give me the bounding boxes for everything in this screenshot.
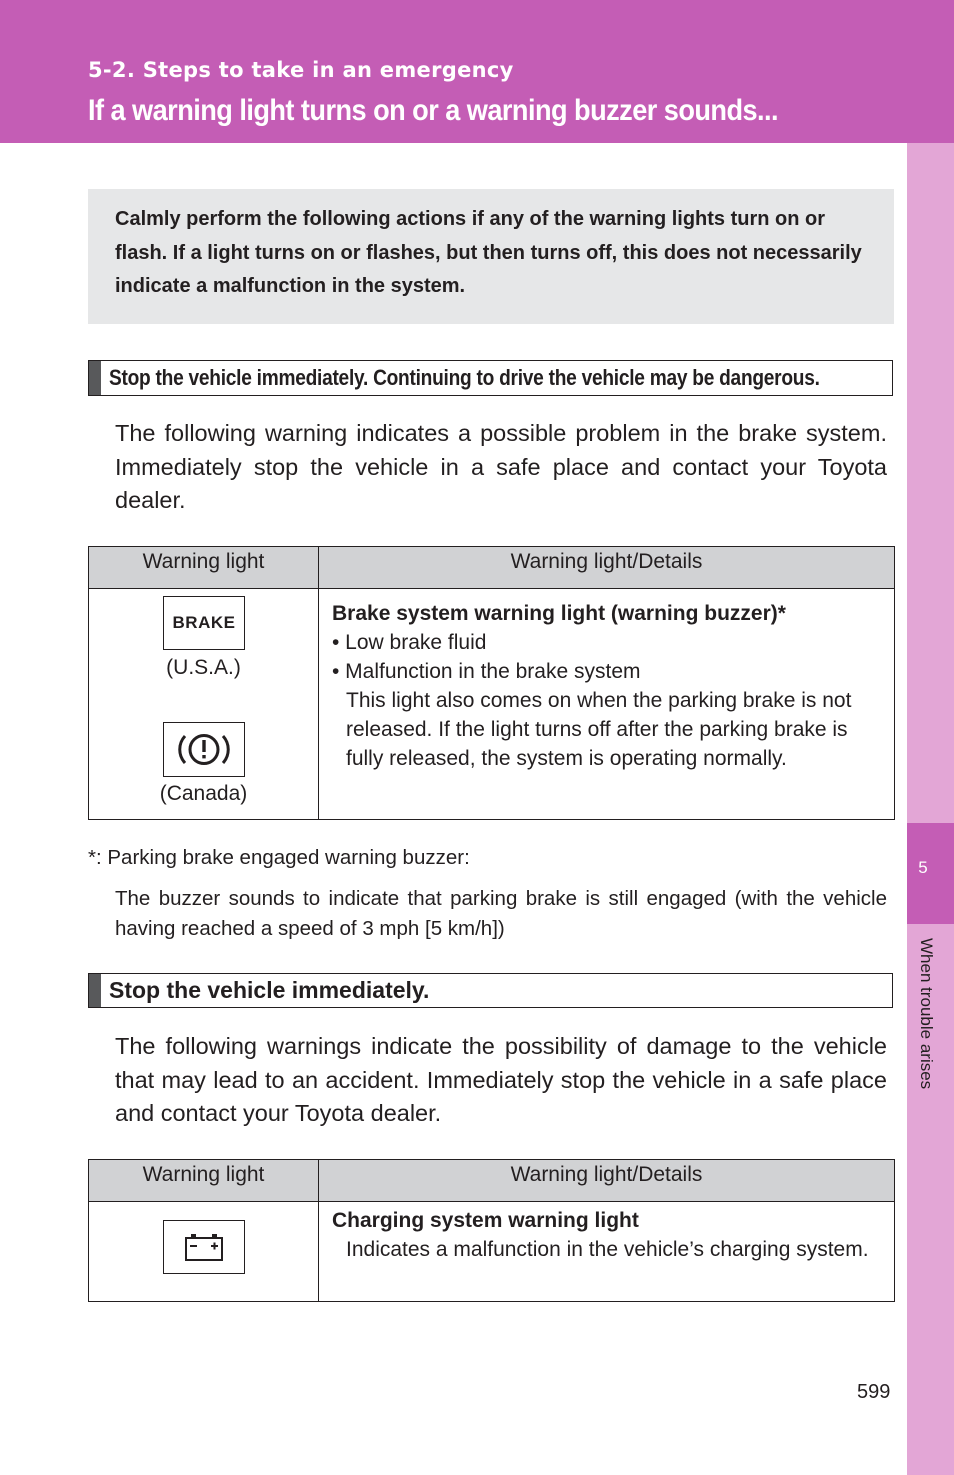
col-header-warning-light: Warning light (89, 547, 319, 589)
section-heading-2 (88, 973, 893, 1008)
intro-box (88, 189, 894, 324)
brake-warning-icon (163, 596, 245, 650)
col-header-details: Warning light/Details (319, 547, 895, 589)
list-item: • Low brake fluid (332, 631, 487, 654)
footnote-body: The buzzer sounds to indicate that parking brake is still engaged (with the vehicle having reached a speed of 3 mph [5 km/h]) (115, 887, 887, 940)
table-header-row (89, 1160, 895, 1202)
region-usa: (U.S.A.) (166, 656, 241, 679)
battery-icon (163, 1220, 245, 1274)
details-cell (319, 1202, 895, 1302)
warning-light-cell (89, 589, 319, 820)
chapter-tab-label: When trouble arises (917, 938, 936, 1090)
warning-note: This light also comes on when the parking brake is not released. If the light turns off after the parking brake is fully released, the system is operating normally. (346, 689, 852, 770)
warning-light-table-2 (88, 1159, 895, 1302)
table-row (89, 589, 895, 820)
intro-text: Calmly perform the following actions if any of the warning lights turn on or flash. If a light turns on or flashes, but then turns off, this does not necessarily indicate a malfunction in the system. (115, 208, 862, 297)
details-content (332, 1206, 872, 1264)
warning-title: Brake system warning light (warning buzzer)* (332, 602, 786, 625)
col-header-details: Warning light/Details (319, 1160, 895, 1202)
warning-light-cell (89, 1202, 319, 1302)
heading-marker (89, 974, 101, 1007)
footnote-label: *: Parking brake engaged warning buzzer: (88, 846, 470, 869)
page-title: If a warning light turns on or a warning buzzer sounds... (88, 94, 779, 127)
details-content (332, 599, 872, 773)
list-item: • Malfunction in the brake system (332, 660, 641, 683)
region-canada: (Canada) (159, 782, 248, 805)
col-header-warning-light: Warning light (89, 1160, 319, 1202)
page-number: 599 (857, 1381, 891, 1403)
section-1-paragraph: The following warning indicates a possible problem in the brake system. Immediately stop the vehicle in a safe place and contact your Toyota dealer. (115, 420, 887, 513)
warning-title: Charging system warning light (332, 1209, 639, 1232)
table-row (89, 1202, 895, 1302)
section-label: 5-2. Steps to take in an emergency (88, 58, 514, 82)
side-strip (907, 143, 954, 1475)
warning-note: Indicates a malfunction in the vehicle’s charging system. (346, 1238, 869, 1261)
section-heading-2-text: Stop the vehicle immediately. (109, 977, 430, 1003)
section-2-paragraph: The following warnings indicate the possibility of damage to the vehicle that may lead to an accident. Immediately stop the vehicle in a safe place and contact your Toyota dealer. (115, 1033, 887, 1126)
heading-marker (89, 361, 101, 395)
table-header-row (89, 547, 895, 589)
warning-light-table-1 (88, 546, 895, 820)
section-heading-1-text: Stop the vehicle immediately. Continuing to drive the vehicle may be dangerous. (109, 365, 820, 390)
brake-lamp-text: BRAKE (172, 613, 236, 632)
details-cell (319, 589, 895, 820)
brake-circle-exclamation-icon (163, 722, 245, 777)
chapter-tab-number: 5 (918, 858, 928, 877)
section-heading-1 (88, 360, 893, 396)
